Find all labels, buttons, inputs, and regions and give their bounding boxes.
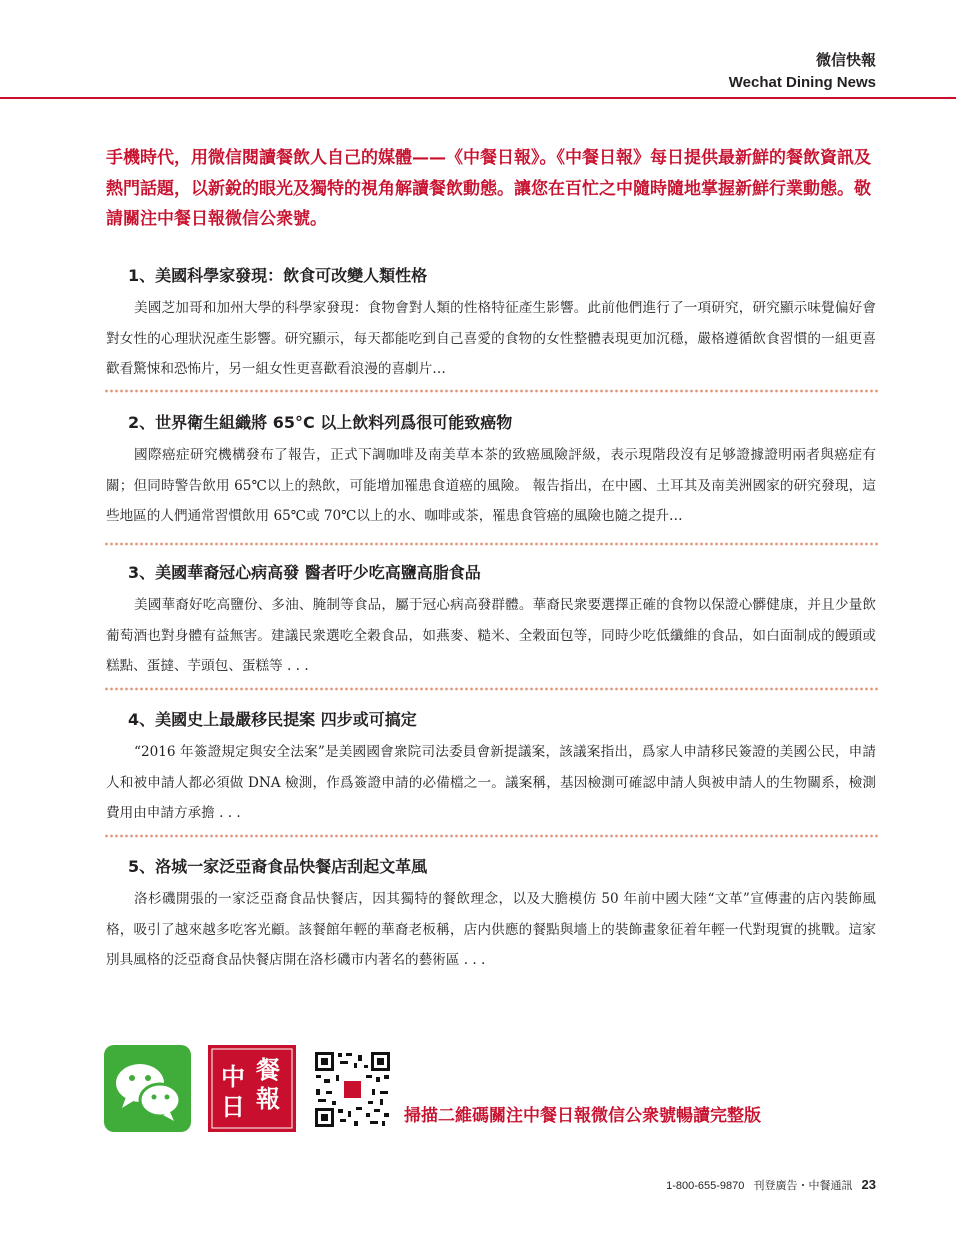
article-1 xyxy=(106,264,876,385)
section-title-en: Wechat Dining News xyxy=(728,74,876,91)
article-2 xyxy=(106,411,876,532)
article-3 xyxy=(106,561,876,682)
page-header xyxy=(729,50,876,93)
article-body: 國際癌症研究機構發布了報告，正式下調咖啡及南美草本茶的致癌風險評級，表示現階段沒有足够證據證明兩者與癌症有關；但同時警告飲用 65℃以上的熱飲，可能增加罹患食道癌的風險。 報告指出，在中國、土耳其及南美洲國家的研究發現，這些地區的人們通常習慣飲用 65℃或 70℃以上的水、咖啡或茶，罹患食管癌的風險也隨之提升… xyxy=(106,447,876,525)
qr-code-icon[interactable] xyxy=(314,1051,391,1128)
page-footer xyxy=(666,1177,876,1193)
svg-text:中: 中 xyxy=(221,1063,245,1091)
article-title: 4、美國史上最嚴移民提案 四步或可搞定 xyxy=(128,710,417,729)
dotted-divider xyxy=(104,833,878,839)
article-title: 3、美國華裔冠心病高發 醫者吁少吃高鹽高脂食品 xyxy=(128,563,481,582)
article-title: 2、世界衛生組織將 65°C 以上飲料列爲很可能致癌物 xyxy=(128,413,513,432)
article-title: 5、洛城一家泛亞裔食品快餐店刮起文革風 xyxy=(128,857,428,876)
dotted-divider xyxy=(104,686,878,692)
intro-paragraph: 手機時代，用微信閱讀餐飲人自己的媒體——《中餐日報》。《中餐日報》每日提供最新鮮的餐飲資訊及熱門話題，以新銳的眼光及獨特的視角解讀餐飲動態。讓您在百忙之中隨時隨地掌握新鮮行業動態。敬請關注中餐日報微信公衆號。 xyxy=(106,148,871,229)
article-body: 美國芝加哥和加州大學的科學家發現：食物會對人類的性格特征產生影響。此前他們進行了一項研究，研究顯示味覺偏好會對女性的心理狀況產生影響。研究顯示，每天都能吃到自己喜愛的食物的女性整體表現更加沉穩，嚴格遵循飲食習慣的一組更喜歡看驚悚和恐怖片，另一組女性更喜歡看浪漫的喜劇片… xyxy=(106,300,876,378)
article-body: 洛杉磯開張的一家泛亞裔食品快餐店，因其獨特的餐飲理念，以及大膽模仿 50 年前中國大陸“文革”宣傳畫的店內裝飾風格，吸引了越來越多吃客光顧。該餐館年輕的華裔老板稱，店内供應的餐點與墻上的裝飾畫象征着年輕一代對現實的挑戰。這家別具風格的泛亞裔食品快餐店開在洛杉磯市内著名的藝術區 . . . xyxy=(106,891,876,969)
scan-instruction: 掃描二維碼關注中餐日報微信公衆號暢讀完整版 xyxy=(404,1106,761,1126)
advertise-label: 刊登廣告・中餐通訊 xyxy=(753,1179,853,1192)
article-4 xyxy=(106,708,876,829)
svg-text:報: 報 xyxy=(256,1085,280,1113)
subscribe-block xyxy=(104,1045,904,1135)
article-body: 美國華裔好吃高鹽份、多油、腌制等食品，屬于冠心病高發群體。華裔民衆要選擇正確的食物以保證心髒健康，并且少量飲葡萄酒也對身體有益無害。建議民衆選吃全穀食品，如燕麥、糙米、全穀面包等，同時少吃低纖維的食品，如白面制成的饅頭或糕點、蛋撻、芋頭包、蛋糕等 . . . xyxy=(106,597,876,675)
dotted-divider xyxy=(104,541,878,547)
article-5 xyxy=(106,855,876,976)
dotted-divider xyxy=(104,388,878,394)
article-body: “2016 年簽證規定與安全法案”是美國國會衆院司法委員會新提議案，該議案指出，爲家人申請移民簽證的美國公民，申請人和被申請人都必須做 DNA 檢測，作爲簽證申請的必備檔之一。議案稱，基因檢測可確認申請人與被申請人的生物關系，檢測費用由申請方承擔 . . . xyxy=(106,744,876,822)
paper-logo-icon xyxy=(208,1045,296,1132)
svg-text:日: 日 xyxy=(221,1093,245,1121)
section-title-zh: 微信快報 xyxy=(815,51,876,69)
article-title: 1、美國科學家發現：飲食可改變人類性格 xyxy=(128,266,428,285)
header-rule xyxy=(0,97,956,99)
phone-number: 1-800-655-9870 xyxy=(666,1180,745,1192)
svg-text:餐: 餐 xyxy=(256,1056,280,1084)
page-number: 23 xyxy=(861,1177,876,1192)
wechat-icon[interactable] xyxy=(104,1045,191,1132)
